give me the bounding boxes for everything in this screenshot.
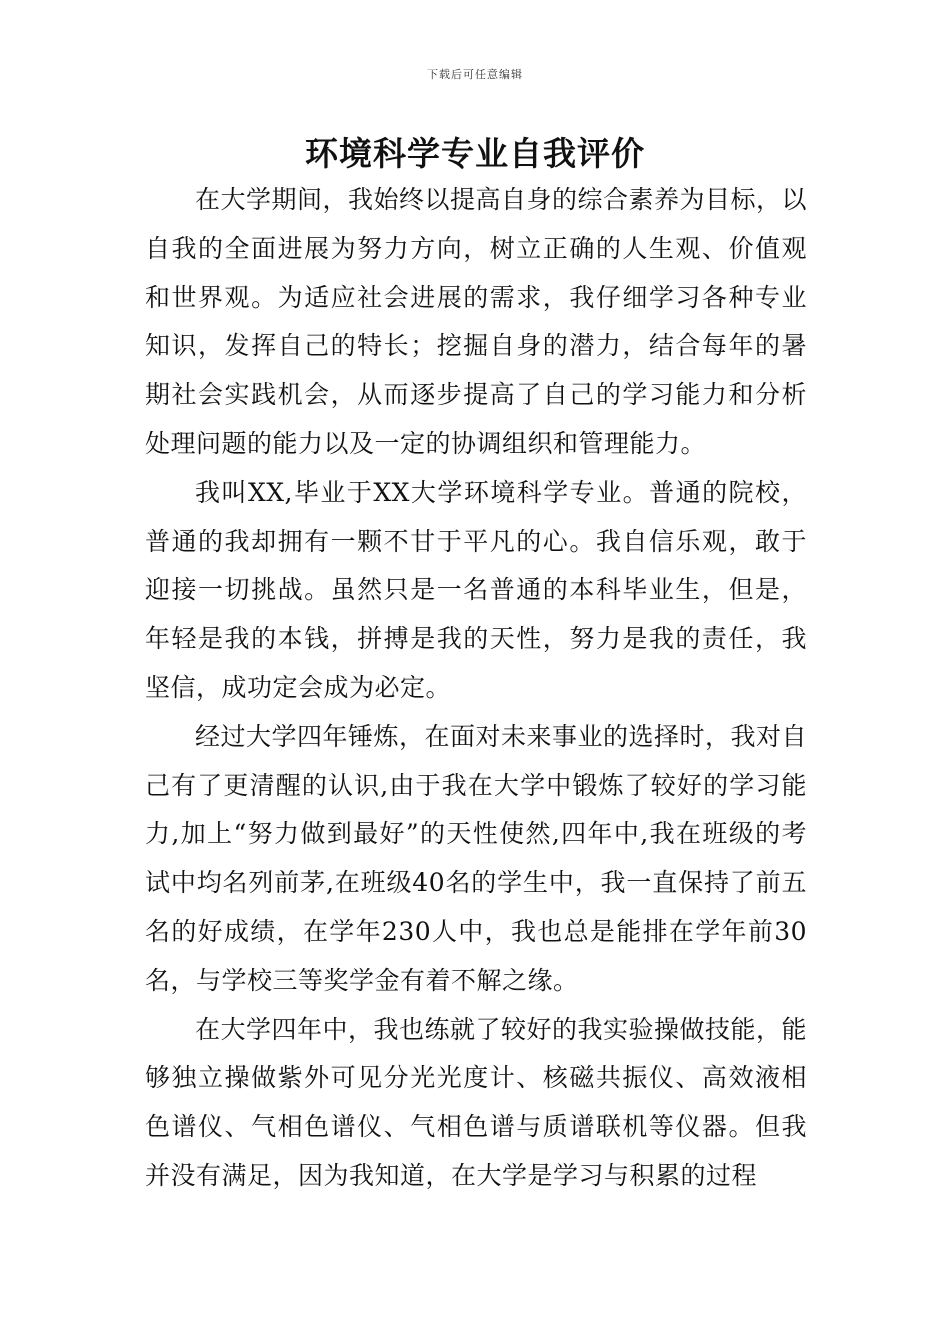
paragraph-2: 我叫XX,毕业于XX大学环境科学专业。普通的院校，普通的我却拥有一颗不甘于平凡的心。我自信乐观，敢于迎接一切挑战。虽然只是一名普通的本科毕业生，但是，年轻是我的本钱，拼搏是我的天性，努力是我的责任，我坚信，成功定会成为必定。 bbox=[145, 477, 807, 702]
document-title: 环境科学专业自我评价 bbox=[305, 134, 645, 173]
paragraph-3: 经过大学四年锤炼，在面对未来事业的选择时，我对自己有了更清醒的认识,由于我在大学中锻炼了较好的学习能力,加上“努力做到最好”的天性使然,四年中,我在班级的考试中均名列前茅,在班级40名的学生中，我一直保持了前五名的好成绩，在学年230人中，我也总是能排在学年前30名，与学校三等奖学金有着不解之缘。 bbox=[145, 721, 808, 995]
paragraph-1: 在大学期间，我始终以提高自身的综合素养为目标，以自我的全面进展为努力方向，树立正确的人生观、价值观和世界观。为适应社会进展的需求，我仔细学习各种专业知识，发挥自己的特长；挖掘自身的潜力，结合每年的暑期社会实践机会，从而逐步提高了自己的学习能力和分析处理问题的能力以及一定的协调组织和管理能力。 bbox=[145, 185, 808, 458]
document-body bbox=[145, 176, 807, 1201]
header-note: 下载后可任意编辑 bbox=[427, 68, 523, 81]
paragraph-4: 在大学四年中，我也练就了较好的我实验操做技能，能够独立操做紫外可见分光光度计、核磁共振仪、高效液相色谱仪、气相色谱仪、气相色谱与质谱联机等仪器。但我并没有满足，因为我知道，在大学是学习与积累的过程 bbox=[145, 1014, 808, 1190]
